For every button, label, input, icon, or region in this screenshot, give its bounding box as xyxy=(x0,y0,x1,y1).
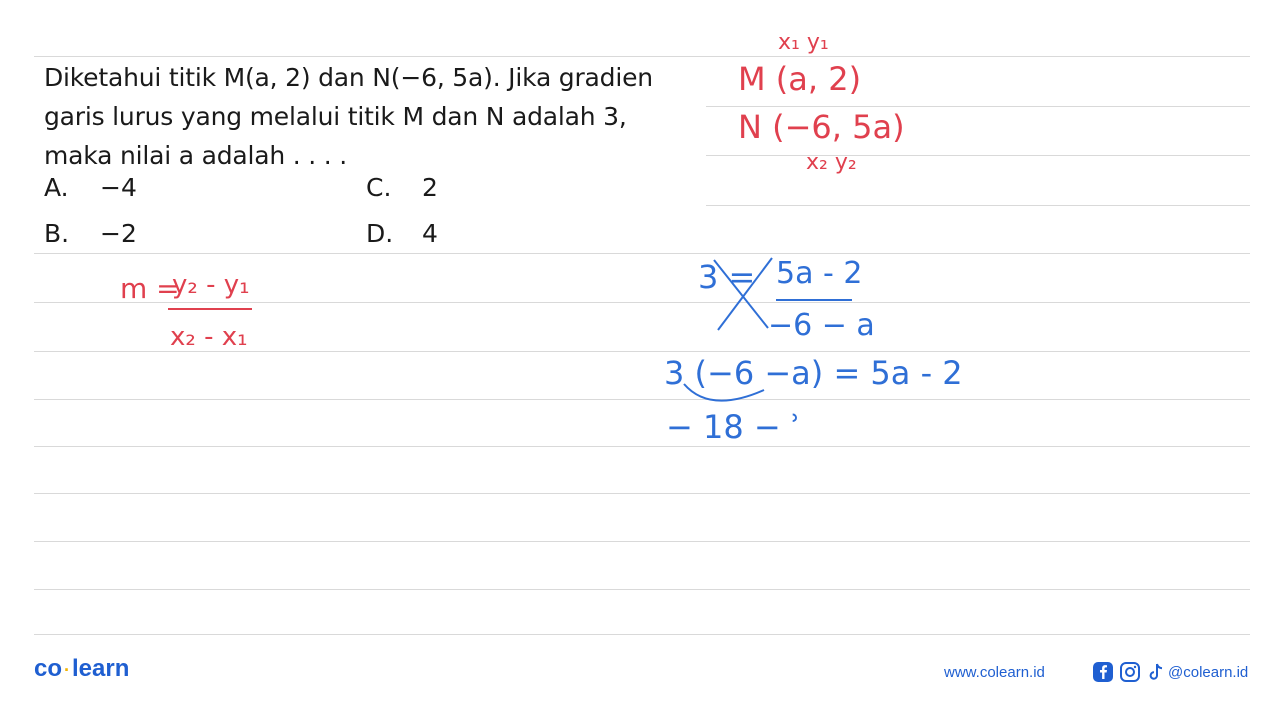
footer-url[interactable]: www.colearn.id xyxy=(944,664,1045,681)
footer-social-handle[interactable]: @colearn.id xyxy=(1168,664,1249,681)
question-line-1: Diketahui titik M(a, 2) dan N(−6, 5a). Jika gradien xyxy=(44,63,653,92)
rule-line xyxy=(34,589,1250,590)
rule-line xyxy=(34,446,1250,447)
handwritten-x2y2: x₂ y₂ xyxy=(806,150,857,175)
rule-line xyxy=(706,155,1250,156)
rule-line xyxy=(34,253,1250,254)
logo-left: co xyxy=(34,655,63,682)
cross-multiply-mark xyxy=(708,252,774,334)
handwritten-x1y1: x₁ y₁ xyxy=(778,30,829,55)
rule-line xyxy=(34,56,1250,57)
handwritten-point-n: N (−6, 5a) xyxy=(738,108,905,146)
handwritten-m-denominator: x₂ - x₁ xyxy=(170,322,248,352)
option-d-label: D. xyxy=(366,219,394,248)
rule-line xyxy=(34,302,1250,303)
logo-right: learn xyxy=(72,655,130,682)
handwritten-fraction-denominator: −6 − a xyxy=(768,308,875,343)
handwritten-m-eq: m = xyxy=(120,272,180,305)
handwritten-step-1: 3 (−6 −a) = 5a - 2 xyxy=(664,354,963,392)
option-c-value: 2 xyxy=(422,173,438,202)
question-text xyxy=(44,58,724,175)
handwritten-fraction-bar xyxy=(168,308,252,310)
option-c[interactable] xyxy=(366,173,438,203)
rule-line xyxy=(34,634,1250,635)
rule-line xyxy=(706,106,1250,107)
rule-line xyxy=(34,541,1250,542)
option-b-value: −2 xyxy=(100,219,137,248)
instagram-icon[interactable] xyxy=(1119,661,1141,683)
handwritten-m-numerator: y₂ - y₁ xyxy=(172,270,250,300)
question-line-2: garis lurus yang melalui titik M dan N adalah 3, xyxy=(44,102,627,131)
tiktok-icon[interactable] xyxy=(1145,661,1167,683)
question-line-3: maka nilai a adalah . . . . xyxy=(44,141,347,170)
option-c-label: C. xyxy=(366,173,392,202)
handwritten-eq-three: 3 = xyxy=(698,258,756,296)
rule-line xyxy=(706,205,1250,206)
logo-dot-icon: · xyxy=(64,660,71,680)
handwritten-fraction-numerator: 5a - 2 xyxy=(776,256,863,291)
option-b-label: B. xyxy=(44,219,70,248)
rule-line xyxy=(34,493,1250,494)
option-a-value: −4 xyxy=(100,173,137,202)
colearn-logo[interactable] xyxy=(34,655,129,683)
option-b[interactable] xyxy=(44,219,137,249)
handwritten-main-fraction-bar xyxy=(776,299,852,301)
option-d-value: 4 xyxy=(422,219,438,248)
distribute-arc xyxy=(680,380,770,410)
rule-line xyxy=(34,399,1250,400)
handwritten-point-m: M (a, 2) xyxy=(738,60,862,98)
handwritten-step-2: − 18 − ʾ xyxy=(666,408,801,446)
option-a[interactable] xyxy=(44,173,137,203)
option-d[interactable] xyxy=(366,219,438,249)
option-a-label: A. xyxy=(44,173,69,202)
facebook-icon[interactable] xyxy=(1092,661,1114,683)
